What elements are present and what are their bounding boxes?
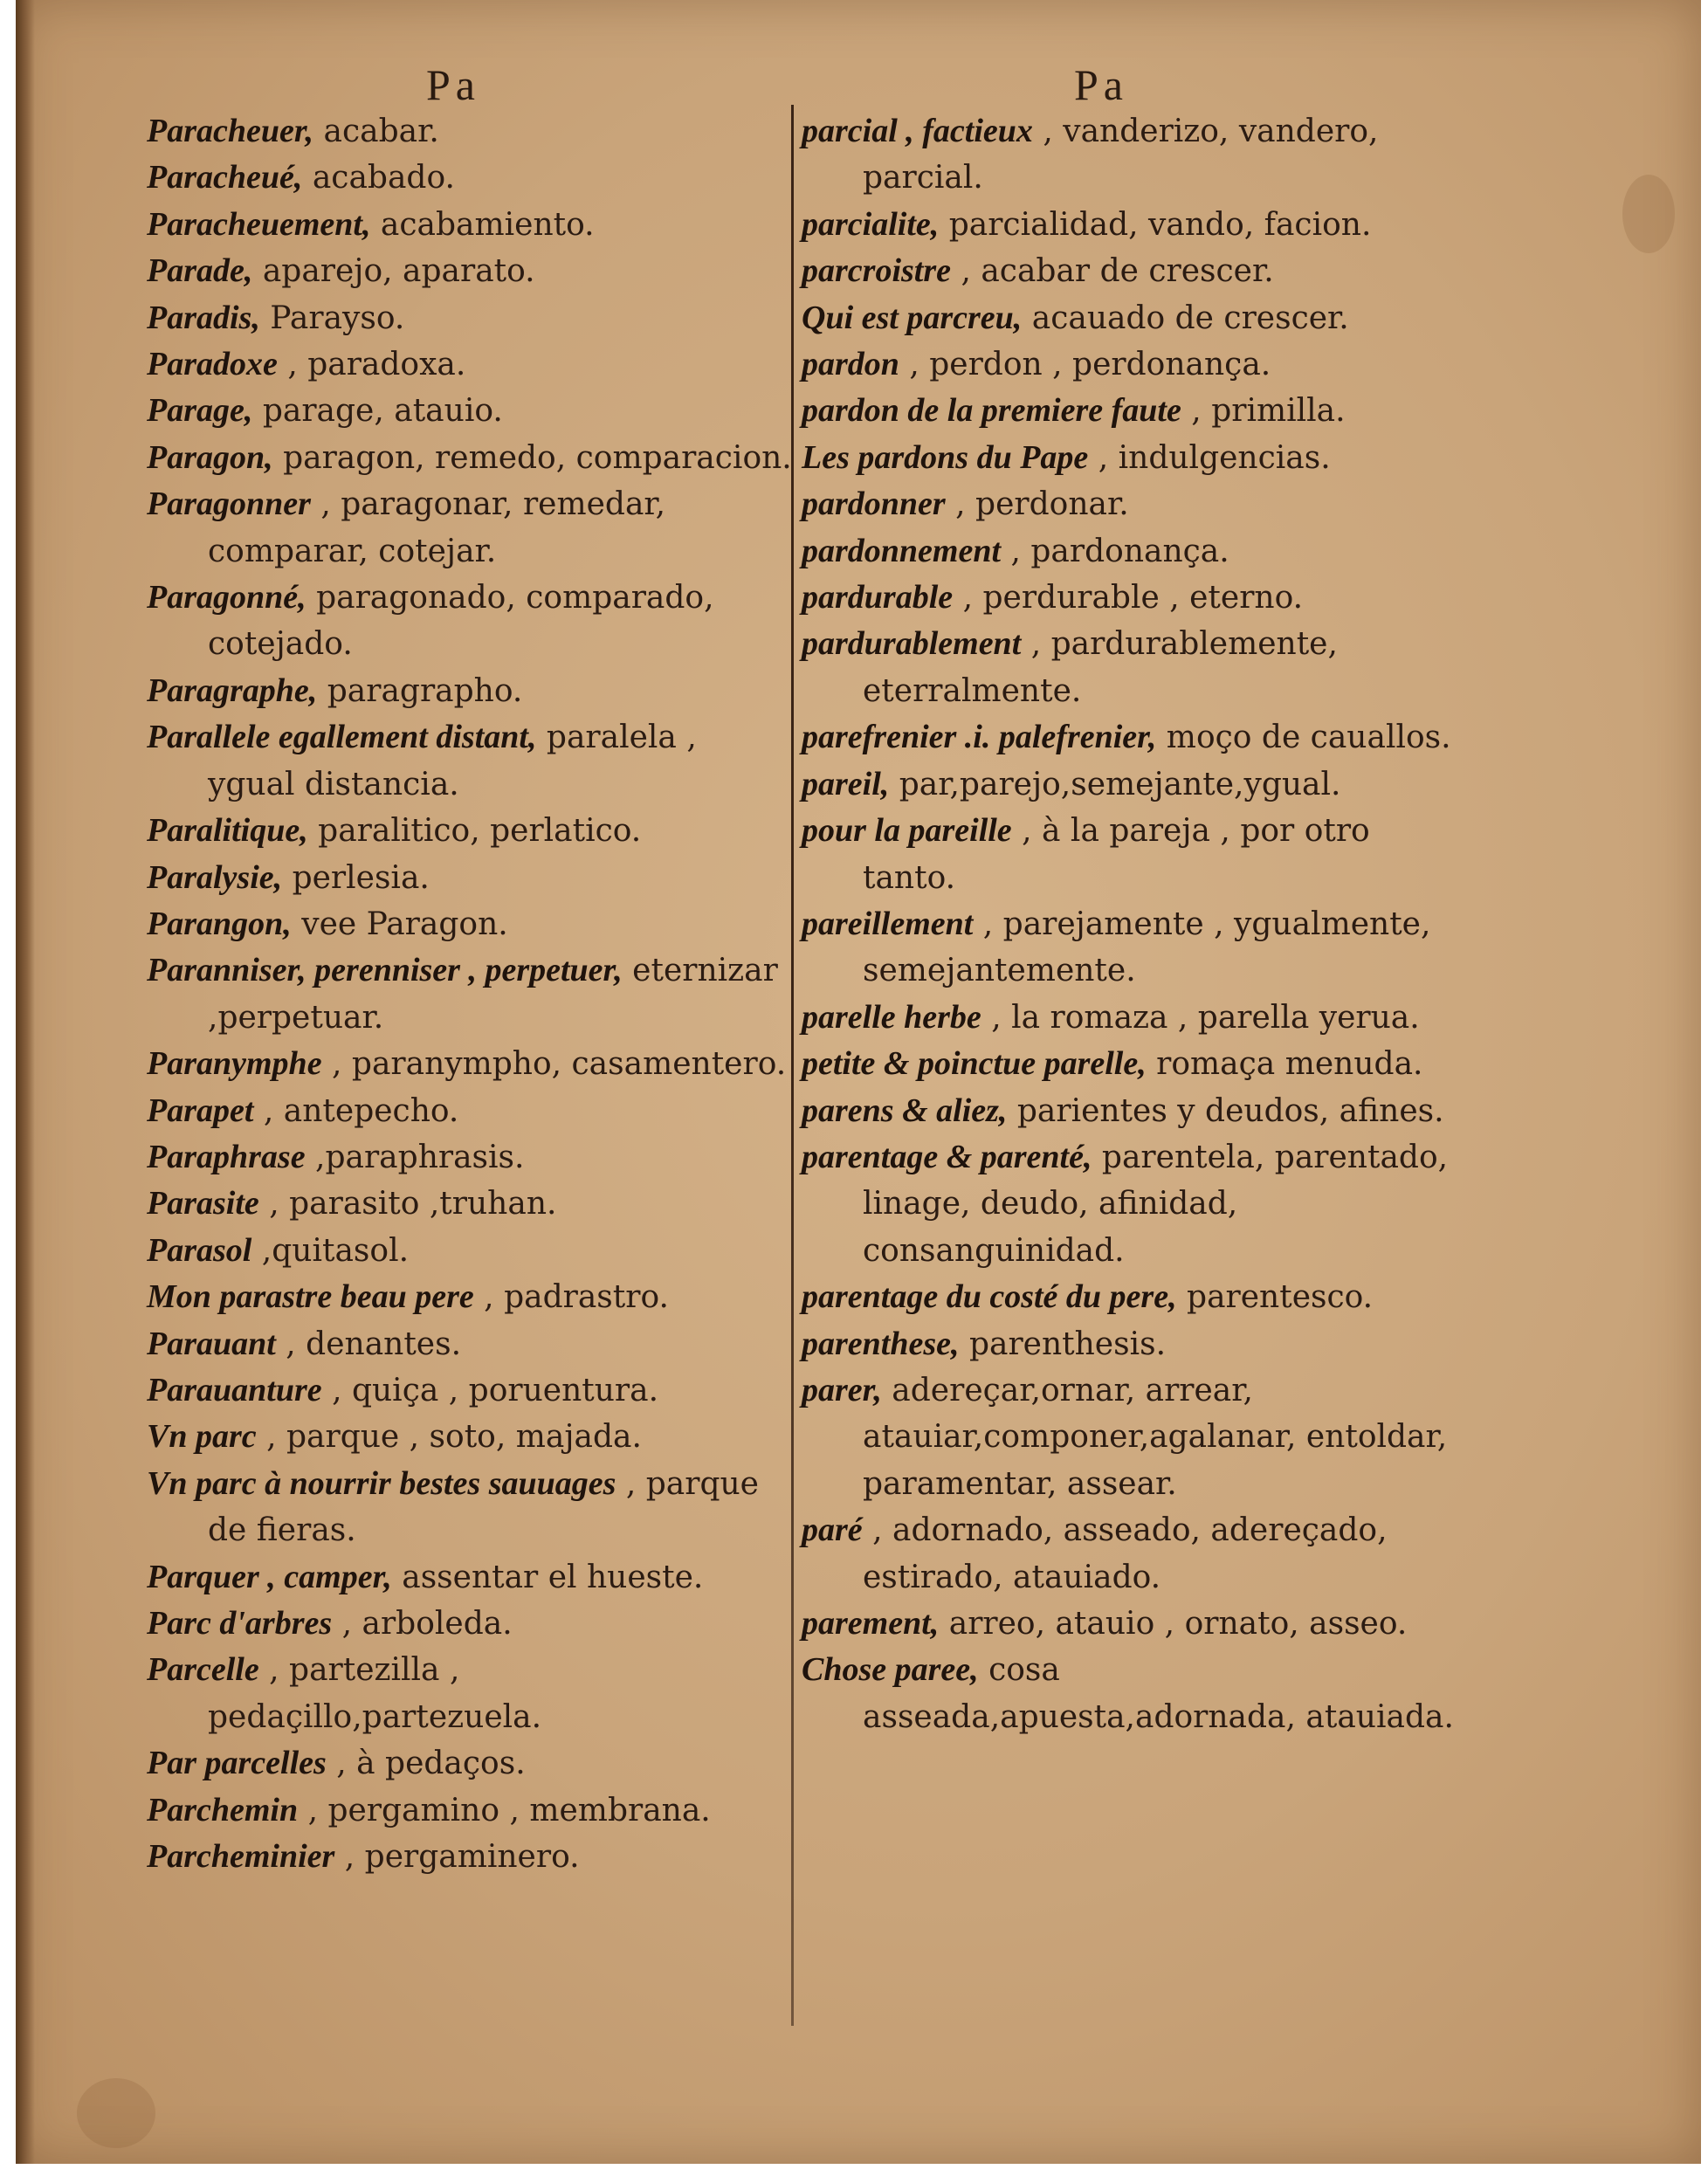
- dictionary-entry: [147, 1041, 793, 1087]
- entry-definition: cosa asseada,apuesta,adornada, atauiada.: [863, 1652, 1454, 1735]
- entry-definition: paragrapho.: [317, 672, 523, 709]
- entry-definition: , acabar de crescer.: [951, 253, 1274, 290]
- entry-headword: parentage du costé du pere,: [802, 1278, 1177, 1316]
- entry-headword: Paranymphe: [147, 1045, 322, 1083]
- dictionary-entry: [802, 901, 1465, 995]
- entry-definition: , paradoxa.: [277, 347, 466, 383]
- dictionary-entry: [147, 1554, 793, 1601]
- entry-headword: parelle herbe: [802, 998, 981, 1036]
- entry-headword: pour la pareille: [802, 812, 1012, 850]
- dictionary-entry: [802, 575, 1465, 621]
- entry-definition: , perdurable , eterno.: [953, 580, 1304, 616]
- entry-definition: ,paraphrasis.: [305, 1139, 525, 1175]
- entry-headword: Parauant: [147, 1325, 276, 1362]
- entry-headword: parer,: [802, 1371, 882, 1408]
- dictionary-entry: [802, 295, 1465, 341]
- dictionary-entry: [147, 575, 793, 668]
- entry-headword: Paragon,: [147, 438, 273, 476]
- entry-headword: paré: [802, 1512, 863, 1549]
- dictionary-entry: [802, 341, 1465, 388]
- dictionary-entry: [147, 295, 793, 341]
- entry-headword: Parcheminier: [147, 1838, 335, 1876]
- entry-headword: Mon parastre beau pere: [147, 1278, 474, 1316]
- entry-definition: romaça menuda.: [1146, 1046, 1423, 1083]
- entry-headword: Parauanture: [147, 1371, 322, 1408]
- entry-headword: parcialite,: [802, 205, 940, 243]
- entry-headword: Paracheué,: [147, 159, 303, 196]
- entry-headword: Paraphrase: [147, 1138, 306, 1175]
- entry-definition: paragon, remedo, comparacion.: [272, 439, 792, 476]
- entry-headword: Qui est parcreu,: [802, 299, 1023, 336]
- entry-headword: Parallele egallement distant,: [147, 719, 537, 756]
- entry-headword: Chose paree,: [802, 1651, 979, 1689]
- right-running-header: Pa: [1074, 60, 1128, 109]
- entry-headword: Parchemin: [147, 1791, 299, 1828]
- entry-headword: pardonner: [802, 485, 946, 523]
- entry-definition: acauado de crescer.: [1022, 300, 1349, 336]
- dictionary-entry: [147, 901, 793, 947]
- entry-definition: aparejo, aparato.: [252, 253, 535, 290]
- entry-definition: parage, atauio.: [252, 393, 503, 430]
- page-stain: [77, 2078, 155, 2148]
- entry-definition: perlesia.: [282, 859, 430, 896]
- entry-definition: , indulgencias.: [1088, 439, 1331, 476]
- entry-definition: , adornado, asseado, adereçado, estirado, atauiado.: [862, 1512, 1388, 1595]
- entry-definition: , pergaminero.: [334, 1839, 580, 1876]
- dictionary-entry: [147, 1414, 793, 1460]
- entry-definition: , vanderizo, vandero, parcial.: [863, 114, 1379, 196]
- entry-definition: , perdonar.: [945, 486, 1129, 523]
- entry-definition: , quiça , poruentura.: [321, 1372, 659, 1408]
- dictionary-entry: [147, 1461, 793, 1554]
- entry-definition: parentesco.: [1176, 1279, 1374, 1316]
- entry-headword: pardon: [802, 346, 899, 383]
- left-running-header: Pa: [426, 60, 480, 109]
- entry-headword: Paradoxe: [147, 346, 278, 383]
- entry-definition: , parque de fieras.: [208, 1465, 759, 1549]
- left-column: [147, 108, 793, 1880]
- dictionary-entry: [147, 108, 793, 155]
- book-page: [16, 0, 1701, 2164]
- dictionary-entry: [147, 202, 793, 248]
- entry-headword: Les pardons du Pape: [802, 438, 1089, 476]
- dictionary-entry: [802, 202, 1465, 248]
- dictionary-entry: [147, 481, 793, 575]
- entry-headword: Paranniser, perenniser , perpetuer,: [147, 952, 623, 989]
- dictionary-entry: [147, 1601, 793, 1647]
- dictionary-entry: [147, 855, 793, 901]
- entry-headword: pardurable: [802, 579, 954, 616]
- dictionary-entry: [147, 1321, 793, 1367]
- page-binding-edge: [16, 0, 35, 2164]
- entry-definition: acabar.: [313, 114, 439, 149]
- entry-definition: , à la pareja , por otro tanto.: [863, 813, 1370, 896]
- dictionary-entry: [802, 1507, 1465, 1601]
- dictionary-entry: [802, 435, 1465, 481]
- entry-headword: Parapet: [147, 1092, 254, 1129]
- entry-definition: , perdon , perdonança.: [899, 347, 1271, 383]
- dictionary-entry: [802, 1321, 1465, 1367]
- entry-definition: arreo, atauio , ornato, asseo.: [939, 1606, 1408, 1642]
- entry-headword: Paralitique,: [147, 812, 308, 850]
- dictionary-entry: [802, 481, 1465, 527]
- entry-definition: , parejamente , ygualmente, semejantemente.: [863, 906, 1431, 989]
- entry-headword: Paragonné,: [147, 579, 306, 616]
- entry-definition: acabamiento.: [370, 206, 595, 243]
- entry-definition: , padrastro.: [473, 1279, 669, 1316]
- entry-definition: , denantes.: [275, 1326, 462, 1362]
- entry-headword: Paradis,: [147, 299, 260, 336]
- entry-definition: , arboleda.: [332, 1606, 513, 1642]
- entry-definition: parenthesis.: [959, 1326, 1167, 1362]
- dictionary-entry: [802, 388, 1465, 434]
- entry-headword: Parade,: [147, 252, 253, 290]
- entry-definition: acabado.: [302, 160, 455, 196]
- dictionary-entry: [802, 248, 1465, 294]
- dictionary-entry: [147, 1088, 793, 1134]
- entry-definition: par,parejo,semejante,ygual.: [889, 766, 1341, 802]
- entry-headword: Parasite: [147, 1185, 259, 1222]
- entry-headword: Parangon,: [147, 905, 292, 942]
- entry-headword: petite & poinctue parelle,: [802, 1045, 1147, 1083]
- entry-definition: adereçar,ornar, arrear, atauiar,componer,agalanar, entoldar, paramentar, assear.: [863, 1372, 1448, 1502]
- right-column: [802, 108, 1465, 1740]
- entry-definition: parientes y deudos, afines.: [1007, 1092, 1444, 1129]
- entry-headword: Parcelle: [147, 1651, 259, 1689]
- entry-definition: paralitico, perlatico.: [307, 813, 642, 850]
- dictionary-entry: [147, 714, 793, 808]
- dictionary-entry: [147, 1787, 793, 1834]
- dictionary-entry: [147, 1134, 793, 1181]
- entry-headword: parens & aliez,: [802, 1092, 1008, 1129]
- dictionary-entry: [147, 1274, 793, 1320]
- entry-headword: Parasol: [147, 1231, 252, 1269]
- entry-definition: , primilla.: [1181, 393, 1346, 430]
- dictionary-entry: [802, 621, 1465, 714]
- entry-headword: pardonnement: [802, 532, 1002, 569]
- dictionary-entry: [147, 341, 793, 388]
- dictionary-entry: [147, 155, 793, 201]
- entry-headword: pardurablement: [802, 625, 1022, 663]
- dictionary-entry: [147, 1740, 793, 1787]
- entry-definition: , pergamino , membrana.: [298, 1792, 711, 1828]
- entry-definition: vee Paragon.: [291, 906, 508, 942]
- entry-headword: parcroistre: [802, 252, 951, 290]
- entry-headword: parcial , factieux: [802, 113, 1033, 149]
- entry-headword: Paragonner: [147, 485, 311, 523]
- dictionary-entry: [147, 1228, 793, 1274]
- dictionary-entry: [802, 761, 1465, 808]
- dictionary-entry: [802, 1274, 1465, 1320]
- entry-headword: pareillement: [802, 905, 974, 942]
- entry-definition: , parque , soto, majada.: [256, 1419, 642, 1456]
- entry-headword: Paralysie,: [147, 858, 283, 896]
- entry-headword: pardon de la premiere faute: [802, 392, 1181, 430]
- entry-headword: Parquer , camper,: [147, 1558, 392, 1595]
- entry-definition: moço de cauallos.: [1156, 720, 1451, 756]
- dictionary-entry: [802, 1367, 1465, 1507]
- entry-definition: assentar el hueste.: [391, 1559, 704, 1595]
- dictionary-entry: [147, 248, 793, 294]
- entry-headword: pareil,: [802, 765, 890, 802]
- dictionary-entry: [802, 995, 1465, 1041]
- entry-headword: parentage & parenté,: [802, 1138, 1092, 1175]
- entry-definition: paragonado, comparado, cotejado.: [208, 580, 714, 663]
- entry-definition: Parayso.: [259, 300, 405, 336]
- dictionary-entry: [802, 528, 1465, 575]
- entry-definition: eternizar ,perpetuar.: [208, 953, 778, 1036]
- entry-definition: , paragonar, remedar, comparar, cotejar.: [208, 486, 666, 569]
- entry-headword: Paracheuement,: [147, 205, 371, 243]
- dictionary-entry: [802, 108, 1465, 202]
- entry-definition: , antepecho.: [253, 1092, 459, 1129]
- entry-definition: ,quitasol.: [251, 1232, 410, 1269]
- entry-definition: , partezilla , pedaçillo,partezuela.: [208, 1652, 542, 1735]
- entry-definition: , pardurablemente, eterralmente.: [863, 626, 1338, 709]
- entry-definition: , paranympho, casamentero.: [321, 1046, 787, 1083]
- page-stain: [1622, 175, 1675, 253]
- dictionary-entry: [147, 388, 793, 434]
- entry-headword: Vn parc: [147, 1418, 257, 1456]
- entry-definition: parentela, parentado, linage, deudo, afinidad, consanguinidad.: [863, 1139, 1449, 1269]
- dictionary-entry: [802, 1601, 1465, 1647]
- entry-definition: parcialidad, vando, facion.: [939, 206, 1372, 243]
- dictionary-entry: [147, 808, 793, 854]
- entry-headword: Parc d'arbres: [147, 1605, 333, 1642]
- entry-headword: Parage,: [147, 392, 253, 430]
- dictionary-entry: [802, 1041, 1465, 1087]
- dictionary-entry: [802, 1088, 1465, 1134]
- entry-definition: , parasito ,truhan.: [258, 1186, 557, 1222]
- dictionary-entry: [147, 1647, 793, 1740]
- dictionary-entry: [802, 808, 1465, 901]
- dictionary-entry: [147, 668, 793, 714]
- entry-definition: paralela , ygual distancia.: [208, 720, 697, 802]
- dictionary-entry: [802, 1647, 1465, 1740]
- entry-definition: , à pedaços.: [326, 1746, 526, 1782]
- entry-definition: , la romaza , parella yerua.: [981, 999, 1420, 1036]
- entry-headword: Vn parc à nourrir bestes sauuages: [147, 1464, 616, 1502]
- dictionary-entry: [147, 1367, 793, 1414]
- dictionary-entry: [147, 947, 793, 1041]
- entry-headword: parefrenier .i. palefrenier,: [802, 719, 1157, 756]
- entry-headword: parement,: [802, 1605, 940, 1642]
- dictionary-entry: [147, 1181, 793, 1227]
- entry-definition: , pardonança.: [1001, 533, 1229, 569]
- entry-headword: Paracheuer,: [147, 113, 314, 149]
- entry-headword: Par parcelles: [147, 1745, 327, 1782]
- entry-headword: Paragraphe,: [147, 671, 318, 709]
- dictionary-entry: [147, 1834, 793, 1880]
- dictionary-entry: [802, 1134, 1465, 1274]
- dictionary-entry: [147, 435, 793, 481]
- dictionary-entry: [802, 714, 1465, 761]
- entry-headword: parenthese,: [802, 1325, 960, 1362]
